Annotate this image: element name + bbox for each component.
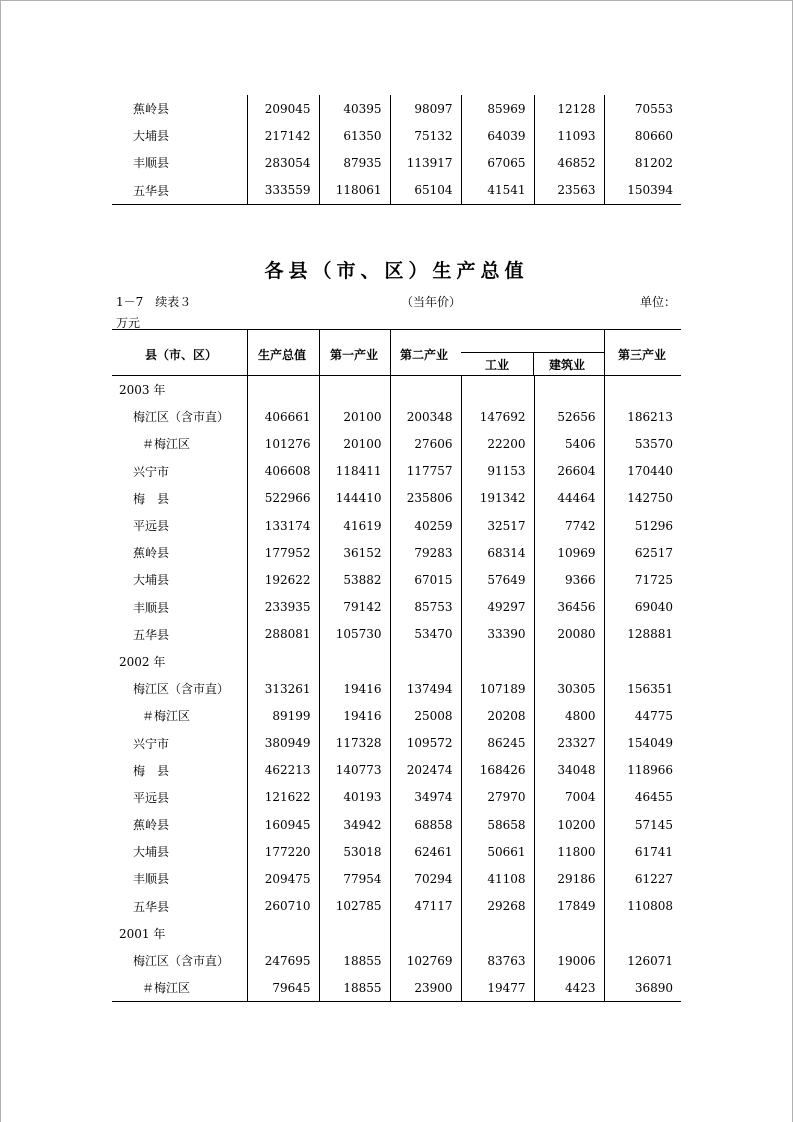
value-cell: 118411 (319, 458, 390, 485)
value-cell: 217142 (247, 122, 319, 149)
value-cell: 29268 (461, 893, 534, 920)
table-row (112, 702, 681, 729)
header-gdp: 生产总值 (258, 348, 307, 362)
county-name: 丰顺县 (133, 600, 170, 615)
table-header (112, 329, 681, 376)
value-cell: 107189 (461, 675, 534, 702)
value-cell: 79283 (390, 539, 461, 566)
header-tertiary: 第三产业 (618, 348, 667, 362)
year-row (112, 920, 681, 947)
year-label: 2001 年 (119, 926, 166, 941)
header-industry: 工业 (485, 358, 510, 372)
value-cell: 170440 (604, 458, 681, 485)
value-cell: 58658 (461, 811, 534, 838)
value-cell: 150394 (604, 177, 681, 205)
page-border-left (0, 0, 1, 1122)
value-cell: 85969 (461, 95, 534, 122)
table-number: 1－7 续表３ (116, 295, 192, 309)
value-cell: 79142 (319, 594, 390, 621)
value-cell: 26604 (534, 458, 604, 485)
value-cell: 69040 (604, 594, 681, 621)
value-cell: 53470 (390, 621, 461, 648)
value-cell: 20208 (461, 702, 534, 729)
table-row (112, 430, 681, 457)
value-cell: 34048 (534, 757, 604, 784)
value-cell: 20100 (319, 403, 390, 430)
table-row (112, 784, 681, 811)
value-cell: 80660 (604, 122, 681, 149)
year-row (112, 648, 681, 675)
value-cell: 41108 (461, 865, 534, 892)
value-cell: 30305 (534, 675, 604, 702)
unit-value: 万元 (116, 316, 141, 330)
table-row (112, 893, 681, 920)
county-name: 梅 县 (133, 491, 170, 506)
value-cell: 87935 (319, 149, 390, 176)
table-row (112, 621, 681, 648)
value-cell: 67065 (461, 149, 534, 176)
value-cell: 154049 (604, 729, 681, 756)
value-cell: 83763 (461, 947, 534, 974)
value-cell: 36456 (534, 594, 604, 621)
value-cell: 62461 (390, 838, 461, 865)
value-cell: 209475 (247, 865, 319, 892)
table-row (112, 122, 681, 149)
value-cell: 117328 (319, 729, 390, 756)
value-cell: 117757 (390, 458, 461, 485)
value-cell: 19416 (319, 675, 390, 702)
county-name: 梅 县 (133, 763, 170, 778)
value-cell: 4423 (534, 974, 604, 1001)
county-name: 梅江区（含市直） (133, 410, 230, 425)
value-cell: 62517 (604, 539, 681, 566)
value-cell: 110808 (604, 893, 681, 920)
value-cell: 20100 (319, 430, 390, 457)
header-construction: 建筑业 (549, 358, 586, 372)
gdp-data-table (112, 376, 681, 1001)
value-cell (534, 920, 604, 947)
value-cell: 67015 (390, 566, 461, 593)
value-cell: 102785 (319, 893, 390, 920)
value-cell (319, 920, 390, 947)
value-cell: 247695 (247, 947, 319, 974)
table-row (112, 566, 681, 593)
value-cell: 53018 (319, 838, 390, 865)
value-cell: 61227 (604, 865, 681, 892)
value-cell: 177220 (247, 838, 319, 865)
value-cell: 40395 (319, 95, 390, 122)
value-cell (390, 376, 461, 403)
value-cell: 98097 (390, 95, 461, 122)
value-cell: 33390 (461, 621, 534, 648)
value-cell: 86245 (461, 729, 534, 756)
county-name: ＃梅江区 (142, 709, 191, 724)
value-cell: 192622 (247, 566, 319, 593)
county-name: 平远县 (133, 519, 170, 534)
value-cell: 20080 (534, 621, 604, 648)
table-row (112, 403, 681, 430)
value-cell: 118061 (319, 177, 390, 205)
value-cell: 283054 (247, 149, 319, 176)
value-cell: 202474 (390, 757, 461, 784)
county-name: 五华县 (133, 899, 170, 914)
county-name: 蕉岭县 (133, 546, 170, 561)
value-cell: 19006 (534, 947, 604, 974)
table-row (112, 177, 681, 205)
value-cell: 52656 (534, 403, 604, 430)
value-cell: 186213 (604, 403, 681, 430)
value-cell: 156351 (604, 675, 681, 702)
value-cell: 209045 (247, 95, 319, 122)
header-county: 县（市、区） (145, 348, 218, 362)
value-cell (390, 920, 461, 947)
year-row (112, 376, 681, 403)
unit-label: 单位： (640, 295, 677, 309)
value-cell (247, 376, 319, 403)
table-row (112, 458, 681, 485)
value-cell: 53570 (604, 430, 681, 457)
county-name: 五华县 (133, 627, 170, 642)
value-cell: 140773 (319, 757, 390, 784)
value-cell: 89199 (247, 702, 319, 729)
county-name: 兴宁市 (133, 464, 170, 479)
value-cell: 34974 (390, 784, 461, 811)
value-cell: 19416 (319, 702, 390, 729)
value-cell: 47117 (390, 893, 461, 920)
value-cell: 41541 (461, 177, 534, 205)
value-cell: 10969 (534, 539, 604, 566)
table-row (112, 865, 681, 892)
value-cell: 260710 (247, 893, 319, 920)
value-cell: 147692 (461, 403, 534, 430)
value-cell: 23900 (390, 974, 461, 1001)
value-cell: 27606 (390, 430, 461, 457)
value-cell: 70294 (390, 865, 461, 892)
value-cell: 5406 (534, 430, 604, 457)
value-cell: 51296 (604, 512, 681, 539)
value-cell: 137494 (390, 675, 461, 702)
value-cell: 91153 (461, 458, 534, 485)
table-row (112, 512, 681, 539)
value-cell: 118966 (604, 757, 681, 784)
value-cell: 64039 (461, 122, 534, 149)
county-name: 梅江区（含市直） (133, 954, 230, 969)
value-cell: 462213 (247, 757, 319, 784)
value-cell: 12128 (534, 95, 604, 122)
value-cell: 23563 (534, 177, 604, 205)
value-cell: 79645 (247, 974, 319, 1001)
table-row (112, 594, 681, 621)
value-cell (604, 648, 681, 675)
value-cell: 200348 (390, 403, 461, 430)
value-cell: 34942 (319, 811, 390, 838)
value-cell: 101276 (247, 430, 319, 457)
value-cell: 133174 (247, 512, 319, 539)
value-cell: 81202 (604, 149, 681, 176)
table-row (112, 539, 681, 566)
value-cell: 9366 (534, 566, 604, 593)
county-name: 蕉岭县 (133, 102, 170, 117)
value-cell: 160945 (247, 811, 319, 838)
county-name: 梅江区（含市直） (133, 682, 230, 697)
value-cell: 105730 (319, 621, 390, 648)
county-name: 五华县 (133, 183, 170, 198)
value-cell (390, 648, 461, 675)
table-bottom-rule (112, 1001, 681, 1002)
value-cell: 18855 (319, 947, 390, 974)
page-border-top (0, 0, 793, 1)
value-cell (604, 920, 681, 947)
value-cell: 50661 (461, 838, 534, 865)
value-cell (461, 920, 534, 947)
value-cell: 40259 (390, 512, 461, 539)
value-cell: 61741 (604, 838, 681, 865)
county-name: 平远县 (133, 790, 170, 805)
value-cell: 70553 (604, 95, 681, 122)
table-row (112, 729, 681, 756)
value-cell: 22200 (461, 430, 534, 457)
value-cell: 29186 (534, 865, 604, 892)
value-cell: 77954 (319, 865, 390, 892)
county-name: 蕉岭县 (133, 818, 170, 833)
value-cell: 333559 (247, 177, 319, 205)
value-cell: 32517 (461, 512, 534, 539)
table-row (112, 838, 681, 865)
value-cell: 40193 (319, 784, 390, 811)
value-cell: 102769 (390, 947, 461, 974)
value-cell: 142750 (604, 485, 681, 512)
value-cell: 522966 (247, 485, 319, 512)
value-cell: 121622 (247, 784, 319, 811)
value-cell: 27970 (461, 784, 534, 811)
table-row (112, 485, 681, 512)
value-cell: 10200 (534, 811, 604, 838)
county-name: 大埔县 (133, 129, 170, 144)
value-cell: 128881 (604, 621, 681, 648)
value-cell: 113917 (390, 149, 461, 176)
value-cell: 233935 (247, 594, 319, 621)
value-cell (247, 920, 319, 947)
county-name: 大埔县 (133, 845, 170, 860)
value-cell: 36890 (604, 974, 681, 1001)
value-cell: 36152 (319, 539, 390, 566)
value-cell: 46455 (604, 784, 681, 811)
value-cell: 23327 (534, 729, 604, 756)
value-cell (604, 376, 681, 403)
table-row (112, 149, 681, 176)
price-note: （当年价） (401, 295, 462, 309)
value-cell: 57649 (461, 566, 534, 593)
value-cell: 41619 (319, 512, 390, 539)
value-cell: 53882 (319, 566, 390, 593)
county-name: 大埔县 (133, 573, 170, 588)
value-cell: 57145 (604, 811, 681, 838)
value-cell: 85753 (390, 594, 461, 621)
value-cell: 177952 (247, 539, 319, 566)
value-cell: 126071 (604, 947, 681, 974)
table-row (112, 811, 681, 838)
continued-data-table (112, 95, 681, 205)
value-cell (534, 376, 604, 403)
value-cell: 288081 (247, 621, 319, 648)
value-cell: 7742 (534, 512, 604, 539)
value-cell: 144410 (319, 485, 390, 512)
county-name: 丰顺县 (133, 156, 170, 171)
table-row (112, 95, 681, 122)
page-title: 各县（市、区）生产总值 (264, 260, 529, 282)
value-cell: 7004 (534, 784, 604, 811)
value-cell: 49297 (461, 594, 534, 621)
table-row (112, 947, 681, 974)
county-name: 丰顺县 (133, 872, 170, 887)
value-cell: 61350 (319, 122, 390, 149)
value-cell: 25008 (390, 702, 461, 729)
value-cell: 11093 (534, 122, 604, 149)
value-cell: 17849 (534, 893, 604, 920)
header-secondary: 第二产业 (400, 348, 449, 362)
value-cell (461, 376, 534, 403)
header-primary: 第一产业 (330, 348, 379, 362)
county-name: ＃梅江区 (142, 437, 191, 452)
value-cell: 65104 (390, 177, 461, 205)
value-cell: 44464 (534, 485, 604, 512)
value-cell: 71725 (604, 566, 681, 593)
value-cell: 191342 (461, 485, 534, 512)
value-cell: 18855 (319, 974, 390, 1001)
table-row (112, 675, 681, 702)
year-label: 2002 年 (119, 654, 166, 669)
table-row (112, 974, 681, 1001)
value-cell (534, 648, 604, 675)
value-cell: 44775 (604, 702, 681, 729)
value-cell: 235806 (390, 485, 461, 512)
value-cell: 406661 (247, 403, 319, 430)
year-label: 2003 年 (119, 383, 166, 398)
value-cell: 313261 (247, 675, 319, 702)
value-cell: 75132 (390, 122, 461, 149)
value-cell (461, 648, 534, 675)
value-cell (319, 376, 390, 403)
value-cell: 4800 (534, 702, 604, 729)
value-cell: 19477 (461, 974, 534, 1001)
value-cell: 11800 (534, 838, 604, 865)
value-cell: 168426 (461, 757, 534, 784)
value-cell (247, 648, 319, 675)
value-cell: 68858 (390, 811, 461, 838)
value-cell (319, 648, 390, 675)
value-cell: 380949 (247, 729, 319, 756)
county-name: 兴宁市 (133, 736, 170, 751)
value-cell: 46852 (534, 149, 604, 176)
county-name: ＃梅江区 (142, 981, 191, 996)
value-cell: 109572 (390, 729, 461, 756)
value-cell: 68314 (461, 539, 534, 566)
value-cell: 406608 (247, 458, 319, 485)
table-row (112, 757, 681, 784)
